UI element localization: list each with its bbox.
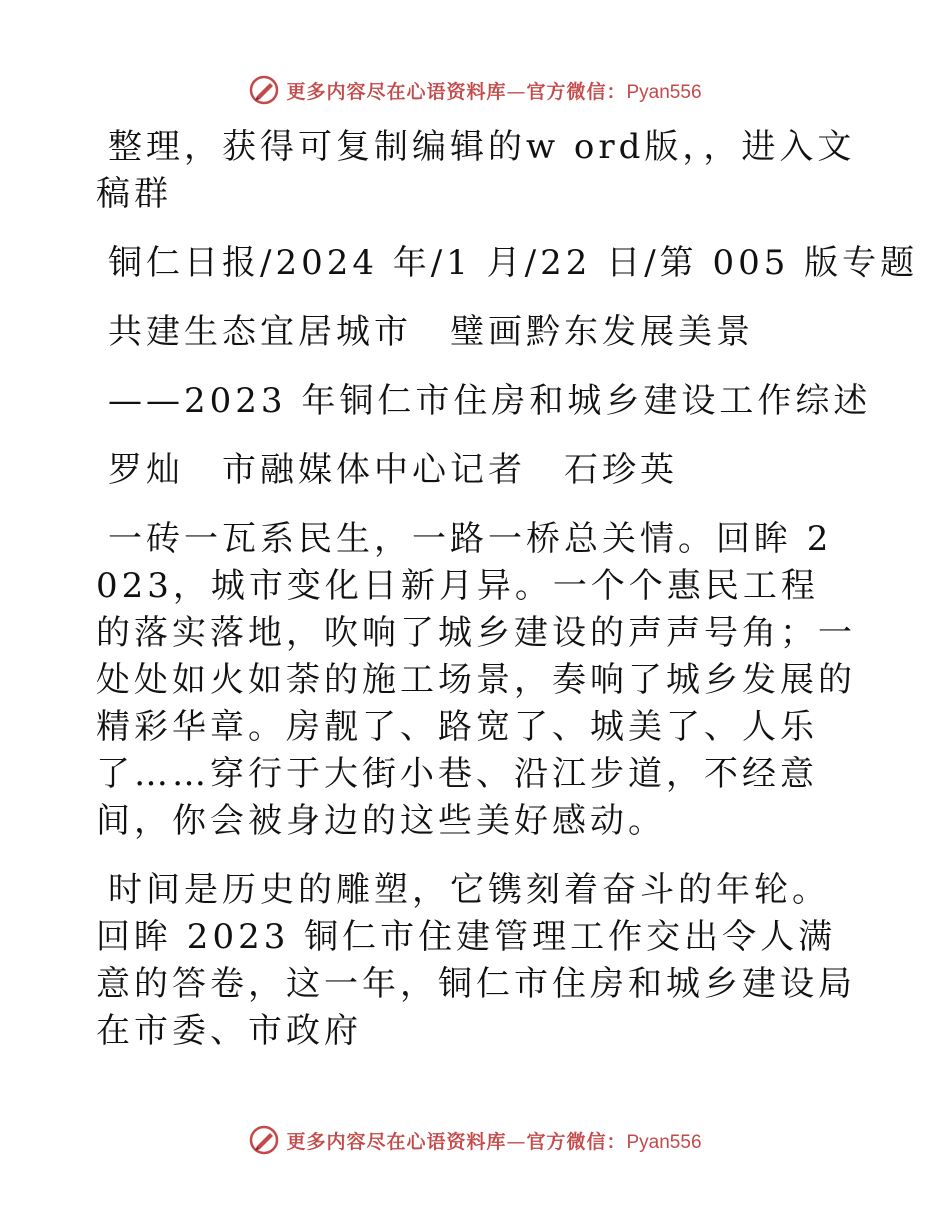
paragraph-body-2: 时间是历史的雕塑，它镌刻着奋斗的年轮。回眸 2023 铜仁市住建管理工作交出令人满意的答卷，这一年，铜仁市住房和城乡建设局在市委、市政府: [96, 870, 856, 1051]
article-subtitle: ——2023 年铜仁市住房和城乡建设工作综述: [108, 381, 872, 421]
watermark-wechat-id: Pyan556: [626, 81, 702, 103]
watermark-separator: —: [506, 80, 527, 103]
paragraph-body-1: 一砖一瓦系民生，一路一桥总关情。回眸 2023，城市变化日新月异。一个个惠民工程的落实落地，吹响了城乡建设的声声号角；一处处如火如荼的施工场景，奏响了城乡发展的精彩华章。房靓了、路宽了、城美了、人乐了……穿行于大街小巷、沿江步道，不经意间，你会被身边的这些美好感动。: [96, 519, 856, 841]
watermark-main-text: 更多内容尽在心语资料库: [286, 80, 507, 103]
pen-logo-icon: [248, 74, 280, 106]
article-byline: 罗灿 市融媒体中心记者 石珍英: [108, 450, 678, 490]
watermark-sub-text: 官方微信：: [526, 80, 627, 103]
watermark-main-text: 更多内容尽在心语资料库: [286, 1130, 507, 1153]
watermark-sub-text: 官方微信：: [526, 1130, 627, 1153]
document-body: [96, 124, 919, 1077]
watermark-banner-top: [0, 70, 950, 110]
paragraph-intro: 整理，获得可复制编辑的w ord版，，进入文稿群: [96, 127, 856, 214]
paragraph-source: 铜仁日报/2024 年/1 月/22 日/第 005 版专题: [108, 243, 919, 283]
pen-logo-icon: [248, 1124, 280, 1156]
watermark-banner-bottom: [0, 1120, 950, 1160]
watermark-separator: —: [506, 1130, 527, 1153]
watermark-wechat-id: Pyan556: [626, 1131, 702, 1153]
article-title: 共建生态宜居城市 璧画黔东发展美景: [108, 312, 754, 352]
